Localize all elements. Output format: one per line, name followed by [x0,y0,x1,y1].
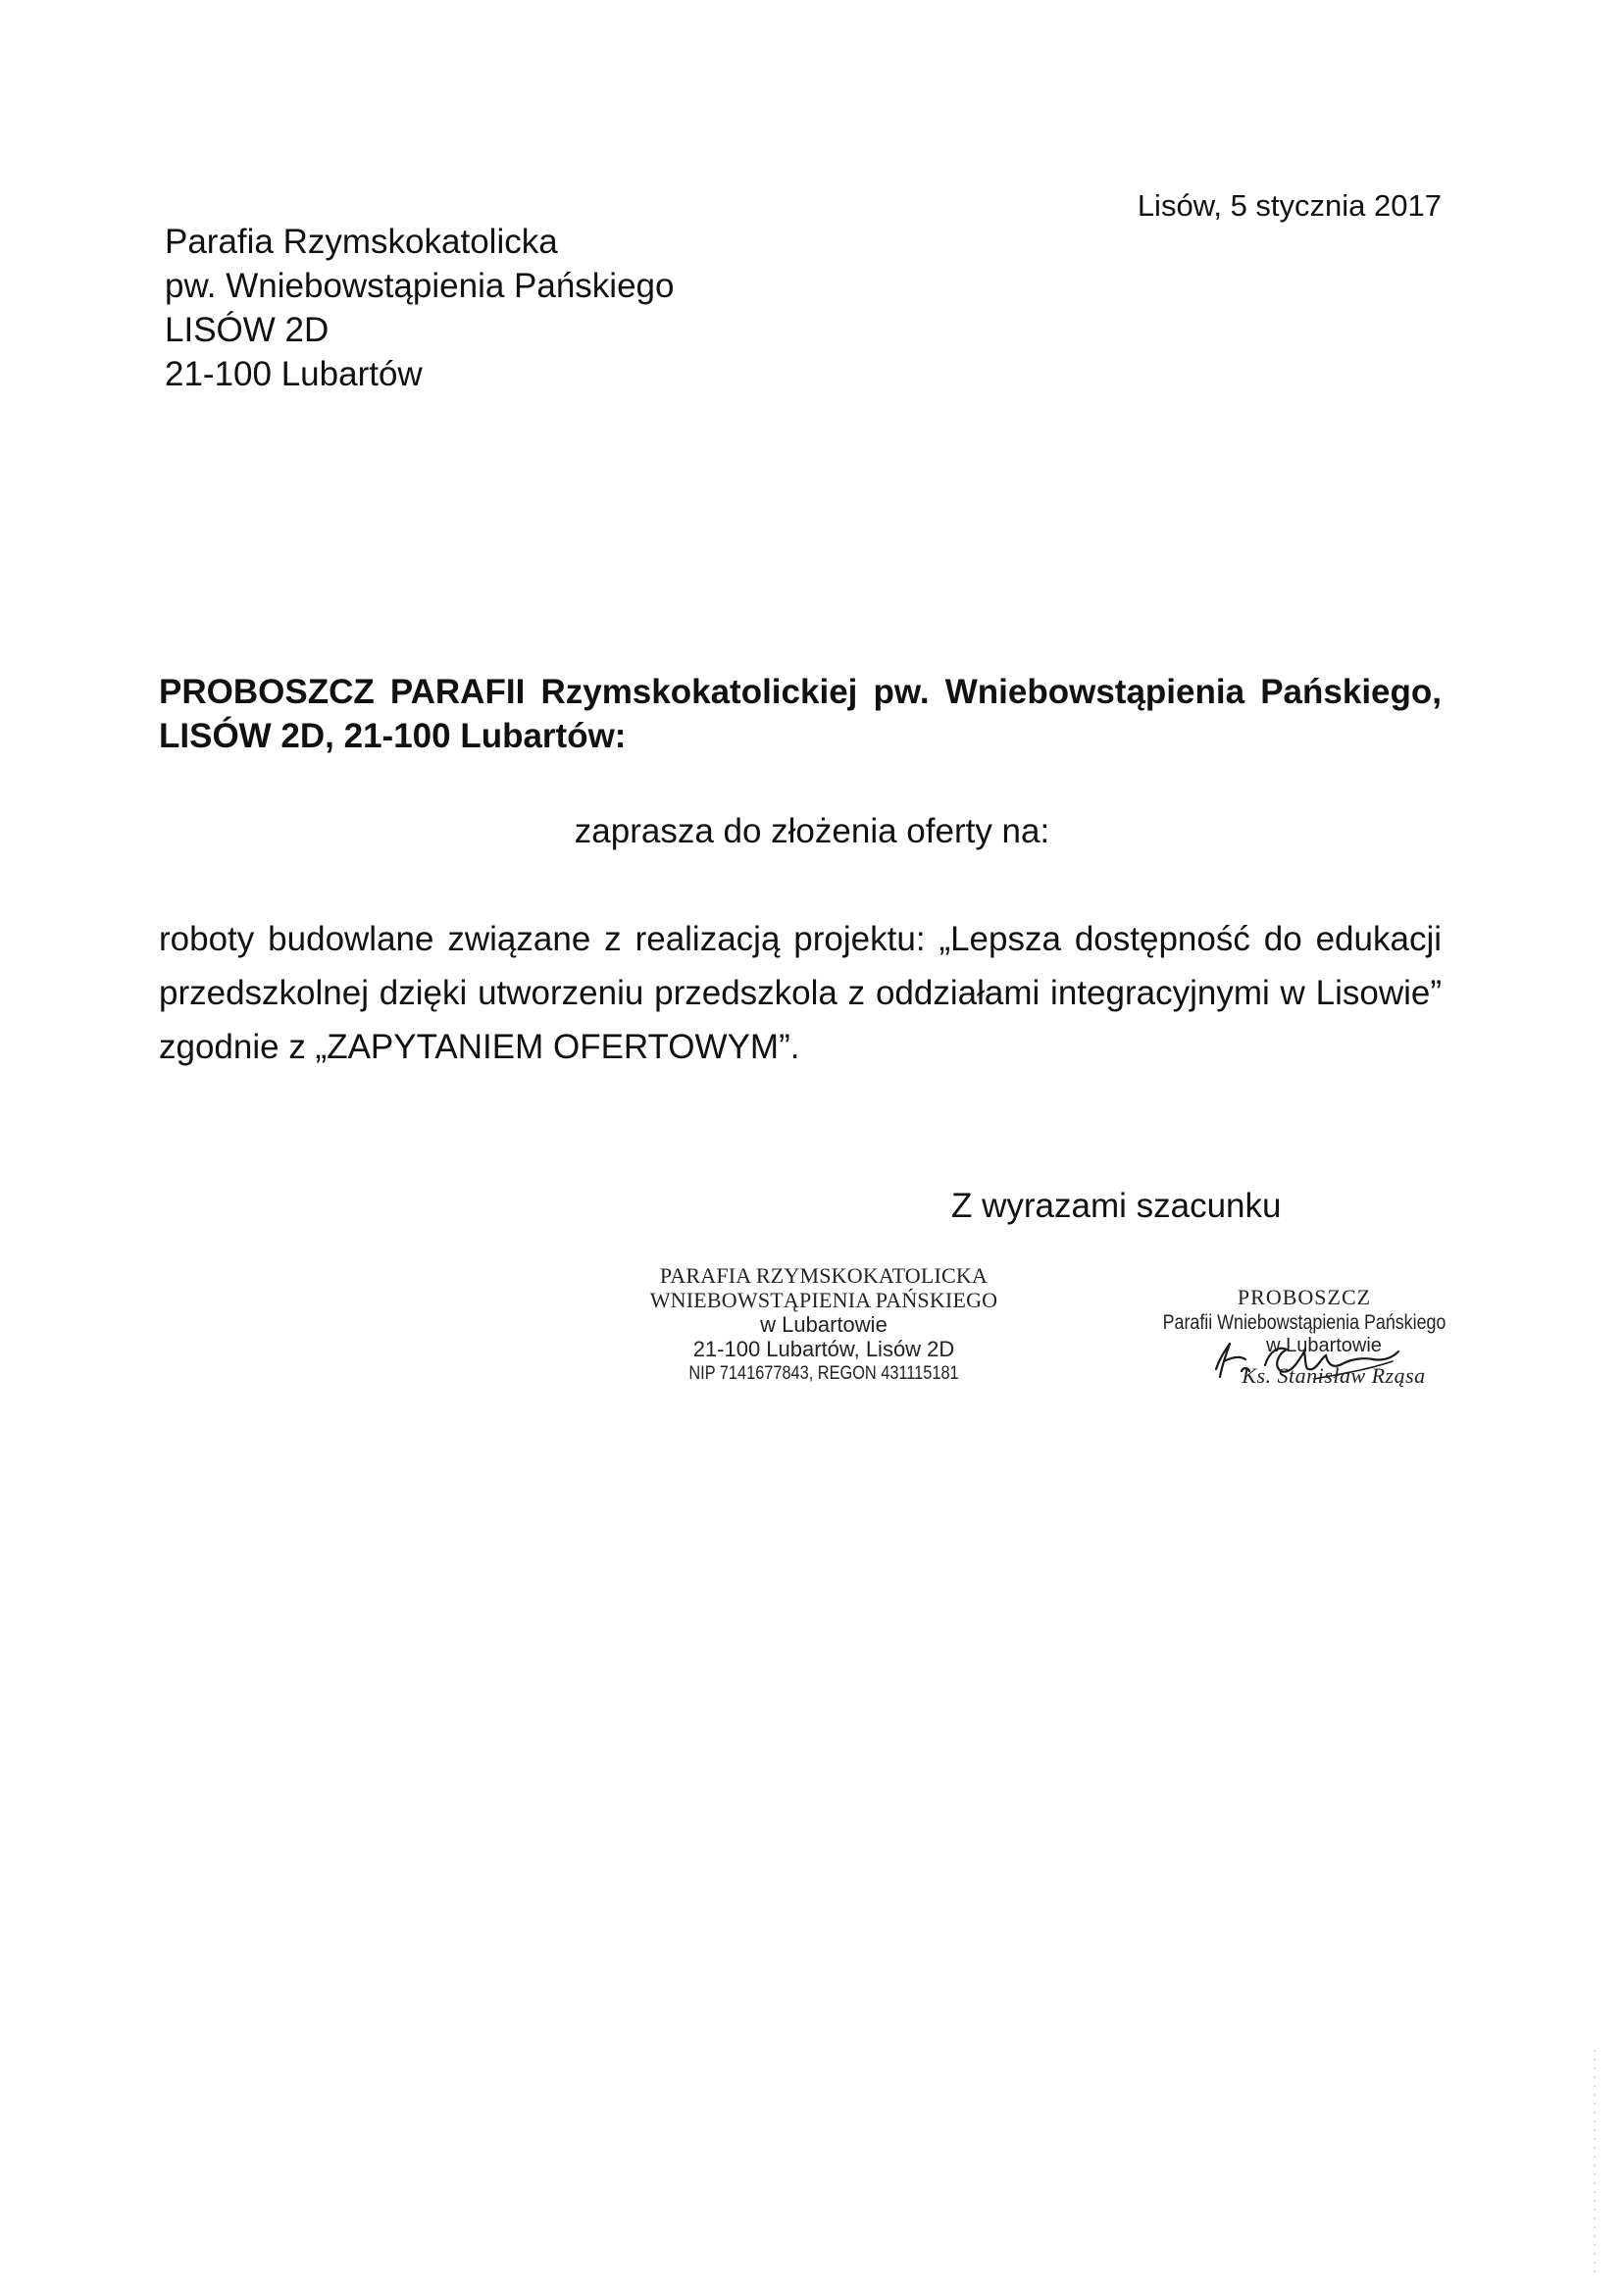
sender-line-4: 21-100 Lubartów [165,355,423,393]
stamp-left-line-1: PARAFIA RZYMSKOKATOLICKA [659,1263,989,1288]
sender-line-1: Parafia Rzymskokatolicka [165,223,558,261]
sender-line-2: pw. Wniebowstąpienia Pańskiego [165,267,675,305]
stamp-left-line-2: WNIEBOWSTĄPIENIA PAŃSKIEGO [649,1288,998,1312]
handwritten-signature [1196,1322,1412,1391]
stamp-right-line-4: Ks. Stanisław Rząsa [1242,1363,1426,1388]
scan-artifact-dots [1591,2050,1599,2275]
invitation-line: zaprasza do złożenia oferty na: [574,812,1050,850]
sender-address [165,220,851,396]
parish-stamp [628,1263,1020,1386]
stamp-left-line-4: 21-100 Lubartów, Lisów 2D [692,1337,955,1361]
stamp-right-line-3: w Lubartowie [1266,1335,1382,1356]
letter-heading: PROBOSZCZ PARAFII Rzymskokatolickiej pw. Wniebowstąpienia Pańskiego, LISÓW 2D, 21-100 Lubartów: [159,673,1442,755]
stamp-left-line-3: w Lubartowie [760,1312,888,1337]
stamp-left-line-5: NIP 7141677843, REGON 431115181 [688,1363,959,1384]
letter-date: Lisów, 5 stycznia 2017 [1137,188,1442,223]
stamp-right-line-2: Parafii Wniebowstąpienia Pańskiego [1162,1311,1446,1334]
closing-phrase: Z wyrazami szacunku [951,1187,1282,1225]
stamp-right-line-1: PROBOSZCZ [1237,1285,1372,1309]
sender-line-3: LISÓW 2D [165,311,330,349]
letter-body: roboty budowlane związane z realizacją projektu: „Lepsza dostępność do edukacji przedszkolnej dzięki utworzeniu przedszkola z oddziałami integracyjnymi w Lisowie” zgodnie z „ZAPYTANIEM OFERTOWYM”. [159,920,1442,1066]
